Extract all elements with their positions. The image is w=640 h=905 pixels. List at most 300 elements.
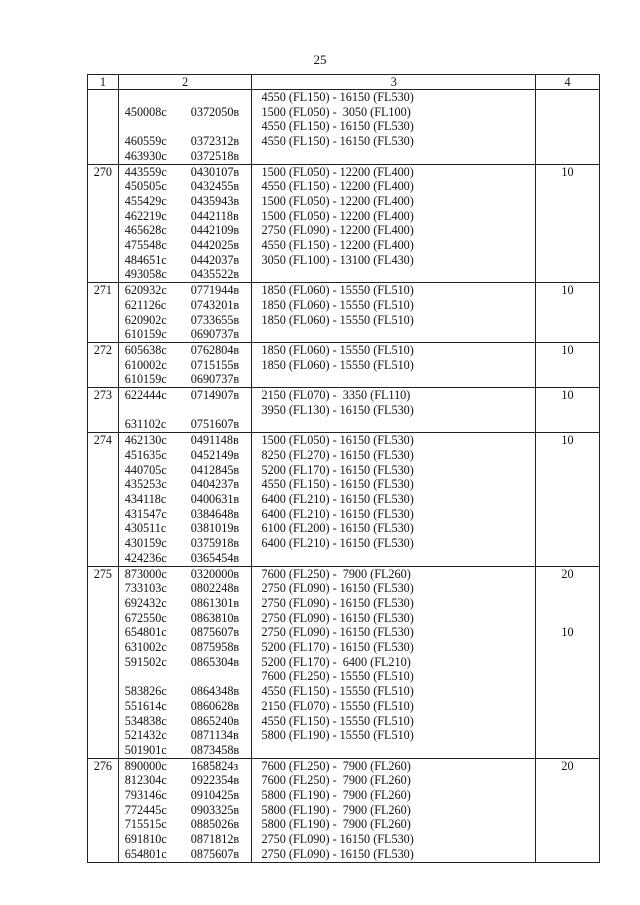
altitude-range-cell bbox=[252, 105, 536, 120]
latitude: 501901с bbox=[124, 742, 167, 757]
altitude-range-cell bbox=[252, 134, 536, 149]
width-cell bbox=[536, 267, 600, 282]
latitude: 610002с bbox=[124, 357, 167, 372]
table-row bbox=[88, 90, 600, 105]
width-cell bbox=[536, 551, 600, 566]
table-row bbox=[88, 194, 600, 209]
coordinates-cell bbox=[118, 119, 252, 134]
width-cell bbox=[536, 847, 600, 862]
altitude-range-cell bbox=[252, 372, 536, 387]
altitude-range: 3050 (FL100) - 13100 (FL430) bbox=[261, 252, 414, 267]
longitude: 0863810в bbox=[190, 610, 240, 625]
altitude-range: 5800 (FL190) - 7900 (FL260) bbox=[261, 817, 411, 832]
altitude-range: 2750 (FL090) - 16150 (FL530) bbox=[261, 595, 414, 610]
altitude-range: 8250 (FL270) - 16150 (FL530) bbox=[261, 447, 414, 462]
table-row bbox=[88, 238, 600, 253]
coordinates-cell bbox=[118, 492, 252, 507]
width-cell: 20 bbox=[536, 758, 600, 773]
altitude-range: 1500 (FL050) - 12200 (FL400) bbox=[261, 164, 414, 179]
column-header-3: 3 bbox=[252, 75, 536, 90]
latitude: 691810с bbox=[124, 832, 167, 847]
latitude: 440705с bbox=[124, 462, 167, 477]
route-number-cell bbox=[88, 817, 119, 832]
altitude-range: 2750 (FL090) - 16150 (FL530) bbox=[261, 846, 414, 861]
table-row bbox=[88, 283, 600, 298]
route-number-cell bbox=[88, 403, 119, 418]
longitude: 0865240в bbox=[190, 713, 240, 728]
latitude: 462219с bbox=[124, 208, 167, 223]
table-row bbox=[88, 625, 600, 640]
altitude-range bbox=[252, 743, 261, 757]
altitude-range: 7600 (FL250) - 7900 (FL260) bbox=[261, 566, 411, 581]
altitude-range-cell bbox=[252, 223, 536, 238]
route-number-cell bbox=[88, 640, 119, 655]
width-cell bbox=[536, 403, 600, 418]
coordinates-cell bbox=[118, 372, 252, 387]
longitude: 0491148в bbox=[190, 433, 239, 448]
altitude-range-cell bbox=[252, 669, 536, 684]
latitude: 435253с bbox=[124, 477, 167, 492]
longitude: 0435522в bbox=[190, 267, 240, 282]
longitude: 0762804в bbox=[190, 342, 240, 357]
altitude-range-cell bbox=[252, 551, 536, 566]
table-row bbox=[88, 433, 600, 448]
altitude-range-cell bbox=[252, 714, 536, 729]
coordinates-cell bbox=[118, 640, 252, 655]
longitude: 0442109в bbox=[190, 223, 240, 238]
width-cell bbox=[536, 596, 600, 611]
width-cell bbox=[536, 372, 600, 387]
longitude: 0802248в bbox=[190, 581, 240, 596]
longitude: 0430107в bbox=[190, 164, 240, 179]
table-row bbox=[88, 342, 600, 357]
route-number-cell bbox=[88, 313, 119, 328]
route-number-cell bbox=[88, 327, 119, 342]
width-cell bbox=[536, 223, 600, 238]
latitude: 715515с bbox=[124, 817, 167, 832]
altitude-range: 7600 (FL250) - 15550 (FL510) bbox=[261, 669, 414, 684]
width-cell bbox=[536, 743, 600, 758]
table-row bbox=[88, 372, 600, 387]
coordinates-cell bbox=[118, 433, 252, 448]
table-row bbox=[88, 179, 600, 194]
width-cell bbox=[536, 105, 600, 120]
longitude: 0372312в bbox=[190, 134, 240, 149]
altitude-range: 2150 (FL070) - 15550 (FL510) bbox=[261, 698, 414, 713]
altitude-range: 4550 (FL150) - 16150 (FL530) bbox=[261, 90, 414, 104]
latitude: 631102с bbox=[124, 417, 167, 432]
longitude: 0372050в bbox=[190, 104, 240, 119]
width-cell bbox=[536, 507, 600, 522]
altitude-range-cell bbox=[252, 832, 536, 847]
table-row bbox=[88, 551, 600, 566]
table-row bbox=[88, 358, 600, 373]
coordinates-cell bbox=[118, 684, 252, 699]
altitude-range-cell bbox=[252, 684, 536, 699]
latitude: 451635с bbox=[124, 447, 167, 462]
route-number-cell: 274 bbox=[88, 433, 119, 448]
longitude: 0365454в bbox=[190, 550, 240, 565]
altitude-range: 1500 (FL050) - 12200 (FL400) bbox=[261, 193, 414, 208]
route-number-cell bbox=[88, 267, 119, 282]
altitude-range-cell bbox=[252, 640, 536, 655]
altitude-range: 2750 (FL090) - 16150 (FL530) bbox=[261, 832, 414, 847]
coordinates-cell bbox=[118, 536, 252, 551]
table-row bbox=[88, 669, 600, 684]
table-row bbox=[88, 832, 600, 847]
altitude-range: 2750 (FL090) - 16150 (FL530) bbox=[261, 581, 414, 596]
altitude-range: 1500 (FL050) - 3050 (FL100) bbox=[261, 104, 411, 119]
coordinates-cell bbox=[118, 105, 252, 120]
altitude-range-cell bbox=[252, 507, 536, 522]
longitude: 0860628в bbox=[190, 698, 240, 713]
altitude-range: 6100 (FL200) - 16150 (FL530) bbox=[261, 521, 414, 536]
coordinates-cell bbox=[118, 179, 252, 194]
route-number-cell bbox=[88, 803, 119, 818]
altitude-range bbox=[252, 149, 261, 163]
route-number-cell bbox=[88, 417, 119, 432]
altitude-range: 5200 (FL170) - 6400 (FL210) bbox=[261, 654, 411, 669]
width-cell bbox=[536, 640, 600, 655]
altitude-range-cell bbox=[252, 448, 536, 463]
table-row bbox=[88, 803, 600, 818]
coordinates-cell bbox=[118, 164, 252, 179]
table-row bbox=[88, 758, 600, 773]
altitude-range: 4550 (FL150) - 12200 (FL400) bbox=[261, 179, 414, 194]
latitude: 672550с bbox=[124, 610, 167, 625]
altitude-range-cell bbox=[252, 581, 536, 596]
width-cell: 10 bbox=[536, 388, 600, 403]
route-number-cell bbox=[88, 223, 119, 238]
latitude: 462130с bbox=[124, 433, 167, 448]
table-row bbox=[88, 492, 600, 507]
latitude: 583826с bbox=[124, 684, 167, 699]
width-cell bbox=[536, 669, 600, 684]
altitude-range-cell bbox=[252, 342, 536, 357]
route-number-cell bbox=[88, 832, 119, 847]
route-number-cell bbox=[88, 372, 119, 387]
longitude: 0452149в bbox=[190, 447, 240, 462]
latitude: 692432с bbox=[124, 595, 167, 610]
coordinates-cell bbox=[118, 358, 252, 373]
altitude-range: 6400 (FL210) - 16150 (FL530) bbox=[261, 536, 414, 551]
longitude: 0690737в bbox=[190, 327, 240, 342]
longitude: 0435943в bbox=[190, 193, 240, 208]
table-row bbox=[88, 536, 600, 551]
route-number-cell bbox=[88, 119, 119, 134]
coordinates-cell bbox=[118, 327, 252, 342]
altitude-range-cell bbox=[252, 209, 536, 224]
table-row bbox=[88, 714, 600, 729]
coordinates-cell bbox=[118, 655, 252, 670]
width-cell bbox=[536, 417, 600, 432]
coordinates-cell bbox=[118, 847, 252, 862]
altitude-range-cell bbox=[252, 327, 536, 342]
route-number-cell: 275 bbox=[88, 566, 119, 581]
route-number-cell: 273 bbox=[88, 388, 119, 403]
longitude: 1685824з bbox=[190, 758, 239, 773]
coordinates-cell bbox=[118, 581, 252, 596]
table-body bbox=[88, 90, 600, 863]
altitude-range: 1850 (FL060) - 15550 (FL510) bbox=[261, 357, 414, 372]
altitude-range: 6400 (FL210) - 16150 (FL530) bbox=[261, 491, 414, 506]
altitude-range-cell bbox=[252, 699, 536, 714]
latitude: 621126с bbox=[124, 297, 167, 312]
width-cell: 10 bbox=[536, 625, 600, 640]
route-number-cell: 272 bbox=[88, 342, 119, 357]
altitude-range-cell bbox=[252, 655, 536, 670]
column-header-4: 4 bbox=[536, 75, 600, 90]
altitude-range: 2750 (FL090) - 16150 (FL530) bbox=[261, 625, 414, 640]
longitude: 0442037в bbox=[190, 252, 240, 267]
table-row bbox=[88, 611, 600, 626]
coordinates-cell bbox=[118, 507, 252, 522]
width-cell bbox=[536, 119, 600, 134]
altitude-range-cell bbox=[252, 477, 536, 492]
latitude: 591502с bbox=[124, 654, 167, 669]
width-cell: 10 bbox=[536, 342, 600, 357]
longitude: 0875958в bbox=[190, 640, 240, 655]
coordinates-cell bbox=[118, 194, 252, 209]
coordinates-cell bbox=[118, 743, 252, 758]
longitude: 0875607в bbox=[190, 625, 240, 640]
longitude: 0873458в bbox=[190, 742, 240, 757]
altitude-range bbox=[252, 551, 261, 565]
table-row bbox=[88, 253, 600, 268]
longitude: 0922354в bbox=[190, 773, 240, 788]
coordinates-cell bbox=[118, 773, 252, 788]
route-number-cell bbox=[88, 728, 119, 743]
latitude: 654801с bbox=[124, 625, 167, 640]
altitude-range-cell bbox=[252, 313, 536, 328]
width-cell bbox=[536, 477, 600, 492]
coordinates-cell bbox=[118, 566, 252, 581]
coordinates-cell bbox=[118, 149, 252, 164]
width-cell bbox=[536, 327, 600, 342]
longitude: 0865304в bbox=[190, 654, 240, 669]
airway-table bbox=[87, 74, 600, 863]
longitude: 0384648в bbox=[190, 506, 240, 521]
table-row bbox=[88, 298, 600, 313]
table-row bbox=[88, 417, 600, 432]
route-number-cell bbox=[88, 492, 119, 507]
altitude-range: 3950 (FL130) - 16150 (FL530) bbox=[261, 402, 414, 417]
longitude: 0733655в bbox=[190, 312, 240, 327]
coordinates-cell bbox=[118, 403, 252, 418]
route-number-cell bbox=[88, 581, 119, 596]
table-row bbox=[88, 448, 600, 463]
route-number-cell bbox=[88, 773, 119, 788]
width-cell bbox=[536, 313, 600, 328]
width-cell bbox=[536, 298, 600, 313]
table-row bbox=[88, 847, 600, 862]
table-row bbox=[88, 788, 600, 803]
width-cell bbox=[536, 684, 600, 699]
altitude-range: 7600 (FL250) - 7900 (FL260) bbox=[261, 773, 411, 788]
width-cell bbox=[536, 194, 600, 209]
route-number-cell bbox=[88, 253, 119, 268]
altitude-range: 2750 (FL090) - 12200 (FL400) bbox=[261, 223, 414, 238]
longitude: 0715155в bbox=[190, 357, 240, 372]
coordinates-cell bbox=[118, 758, 252, 773]
longitude: 0442025в bbox=[190, 238, 240, 253]
coordinates-cell bbox=[118, 238, 252, 253]
longitude: 0910425в bbox=[190, 788, 240, 803]
route-number-cell bbox=[88, 596, 119, 611]
width-cell: 10 bbox=[536, 283, 600, 298]
longitude: 0320000в bbox=[190, 566, 240, 581]
coordinates-cell bbox=[118, 832, 252, 847]
coordinates-cell bbox=[118, 267, 252, 282]
width-cell bbox=[536, 581, 600, 596]
altitude-range: 1850 (FL060) - 15550 (FL510) bbox=[261, 297, 414, 312]
width-cell bbox=[536, 521, 600, 536]
route-number-cell bbox=[88, 298, 119, 313]
longitude: 0751607в bbox=[190, 417, 240, 432]
width-cell bbox=[536, 728, 600, 743]
table-row bbox=[88, 119, 600, 134]
route-number-cell bbox=[88, 477, 119, 492]
altitude-range bbox=[252, 327, 261, 341]
coordinates-cell bbox=[118, 596, 252, 611]
latitude: 430511с bbox=[124, 521, 167, 536]
longitude: 0714907в bbox=[190, 388, 240, 403]
route-number-cell bbox=[88, 655, 119, 670]
altitude-range-cell bbox=[252, 625, 536, 640]
coordinates-cell bbox=[118, 223, 252, 238]
altitude-range: 1850 (FL060) - 15550 (FL510) bbox=[261, 312, 414, 327]
longitude: 0885026в bbox=[190, 817, 240, 832]
latitude: 620932с bbox=[124, 283, 167, 298]
altitude-range: 4550 (FL150) - 16150 (FL530) bbox=[261, 134, 414, 149]
route-number-cell: 276 bbox=[88, 758, 119, 773]
coordinates-cell bbox=[118, 699, 252, 714]
coordinates-cell bbox=[118, 448, 252, 463]
width-cell bbox=[536, 149, 600, 164]
table-row bbox=[88, 684, 600, 699]
route-number-cell bbox=[88, 551, 119, 566]
altitude-range-cell bbox=[252, 433, 536, 448]
table-row bbox=[88, 655, 600, 670]
table-row bbox=[88, 313, 600, 328]
latitude: 521432с bbox=[124, 728, 167, 743]
latitude: 534838с bbox=[124, 713, 167, 728]
altitude-range: 1500 (FL050) - 16150 (FL530) bbox=[261, 433, 414, 448]
coordinates-cell bbox=[118, 283, 252, 298]
altitude-range: 5200 (FL170) - 16150 (FL530) bbox=[261, 462, 414, 477]
table-row bbox=[88, 566, 600, 581]
altitude-range-cell bbox=[252, 492, 536, 507]
column-header-1: 1 bbox=[88, 75, 119, 90]
latitude: 455429с bbox=[124, 193, 167, 208]
altitude-range: 1500 (FL050) - 12200 (FL400) bbox=[261, 208, 414, 223]
latitude: 450505с bbox=[124, 179, 167, 194]
altitude-range: 7600 (FL250) - 7900 (FL260) bbox=[261, 758, 411, 773]
route-number-cell bbox=[88, 611, 119, 626]
altitude-range-cell bbox=[252, 149, 536, 164]
altitude-range-cell bbox=[252, 758, 536, 773]
route-number-cell bbox=[88, 463, 119, 478]
route-number-cell bbox=[88, 105, 119, 120]
width-cell: 10 bbox=[536, 164, 600, 179]
altitude-range: 5800 (FL190) - 7900 (FL260) bbox=[261, 802, 411, 817]
width-cell bbox=[536, 817, 600, 832]
altitude-range: 5800 (FL190) - 15550 (FL510) bbox=[261, 728, 414, 743]
width-cell bbox=[536, 253, 600, 268]
table-row bbox=[88, 134, 600, 149]
column-header-2: 2 bbox=[118, 75, 252, 90]
table-row bbox=[88, 581, 600, 596]
altitude-range-cell bbox=[252, 417, 536, 432]
coordinates-cell bbox=[118, 134, 252, 149]
latitude: 465628с bbox=[124, 223, 167, 238]
width-cell bbox=[536, 463, 600, 478]
table-row bbox=[88, 388, 600, 403]
coordinates-cell bbox=[118, 817, 252, 832]
table-header-row bbox=[88, 75, 600, 90]
latitude: 424236с bbox=[124, 550, 167, 565]
coordinates-cell bbox=[118, 803, 252, 818]
latitude: 631002с bbox=[124, 640, 167, 655]
latitude: 475548с bbox=[124, 238, 167, 253]
route-number-cell bbox=[88, 149, 119, 164]
coordinates-cell bbox=[118, 521, 252, 536]
altitude-range: 1850 (FL060) - 15550 (FL510) bbox=[261, 342, 414, 357]
route-number-cell: 271 bbox=[88, 283, 119, 298]
route-number-cell bbox=[88, 743, 119, 758]
altitude-range-cell bbox=[252, 238, 536, 253]
latitude: 890000с bbox=[124, 758, 167, 773]
width-cell bbox=[536, 655, 600, 670]
latitude: 622444с bbox=[124, 388, 167, 403]
coordinates-cell bbox=[118, 90, 252, 105]
route-number-cell bbox=[88, 684, 119, 699]
altitude-range-cell bbox=[252, 803, 536, 818]
altitude-range-cell bbox=[252, 119, 536, 134]
coordinates-cell bbox=[118, 625, 252, 640]
table-row bbox=[88, 817, 600, 832]
coordinates-cell bbox=[118, 463, 252, 478]
longitude: 0871134в bbox=[190, 728, 239, 743]
width-cell bbox=[536, 134, 600, 149]
table-row bbox=[88, 507, 600, 522]
latitude: 430159с bbox=[124, 536, 167, 551]
altitude-range-cell bbox=[252, 521, 536, 536]
altitude-range: 4550 (FL150) - 12200 (FL400) bbox=[261, 238, 414, 253]
width-cell bbox=[536, 773, 600, 788]
width-cell bbox=[536, 358, 600, 373]
latitude: 460559с bbox=[124, 134, 167, 149]
latitude: 484651с bbox=[124, 252, 167, 267]
latitude: 434118с bbox=[124, 491, 167, 506]
table-row bbox=[88, 209, 600, 224]
longitude: 0412845в bbox=[190, 462, 240, 477]
latitude: 812304с bbox=[124, 773, 167, 788]
altitude-range-cell bbox=[252, 536, 536, 551]
coordinates-cell bbox=[118, 611, 252, 626]
coordinates-cell bbox=[118, 342, 252, 357]
longitude: 0375918в bbox=[190, 536, 240, 551]
route-number-cell: 270 bbox=[88, 164, 119, 179]
altitude-range: 1850 (FL060) - 15550 (FL510) bbox=[261, 283, 414, 298]
coordinates-cell bbox=[118, 388, 252, 403]
table-row bbox=[88, 728, 600, 743]
altitude-range bbox=[252, 372, 261, 386]
width-cell bbox=[536, 832, 600, 847]
altitude-range-cell bbox=[252, 463, 536, 478]
route-number-cell bbox=[88, 90, 119, 105]
table-row bbox=[88, 596, 600, 611]
